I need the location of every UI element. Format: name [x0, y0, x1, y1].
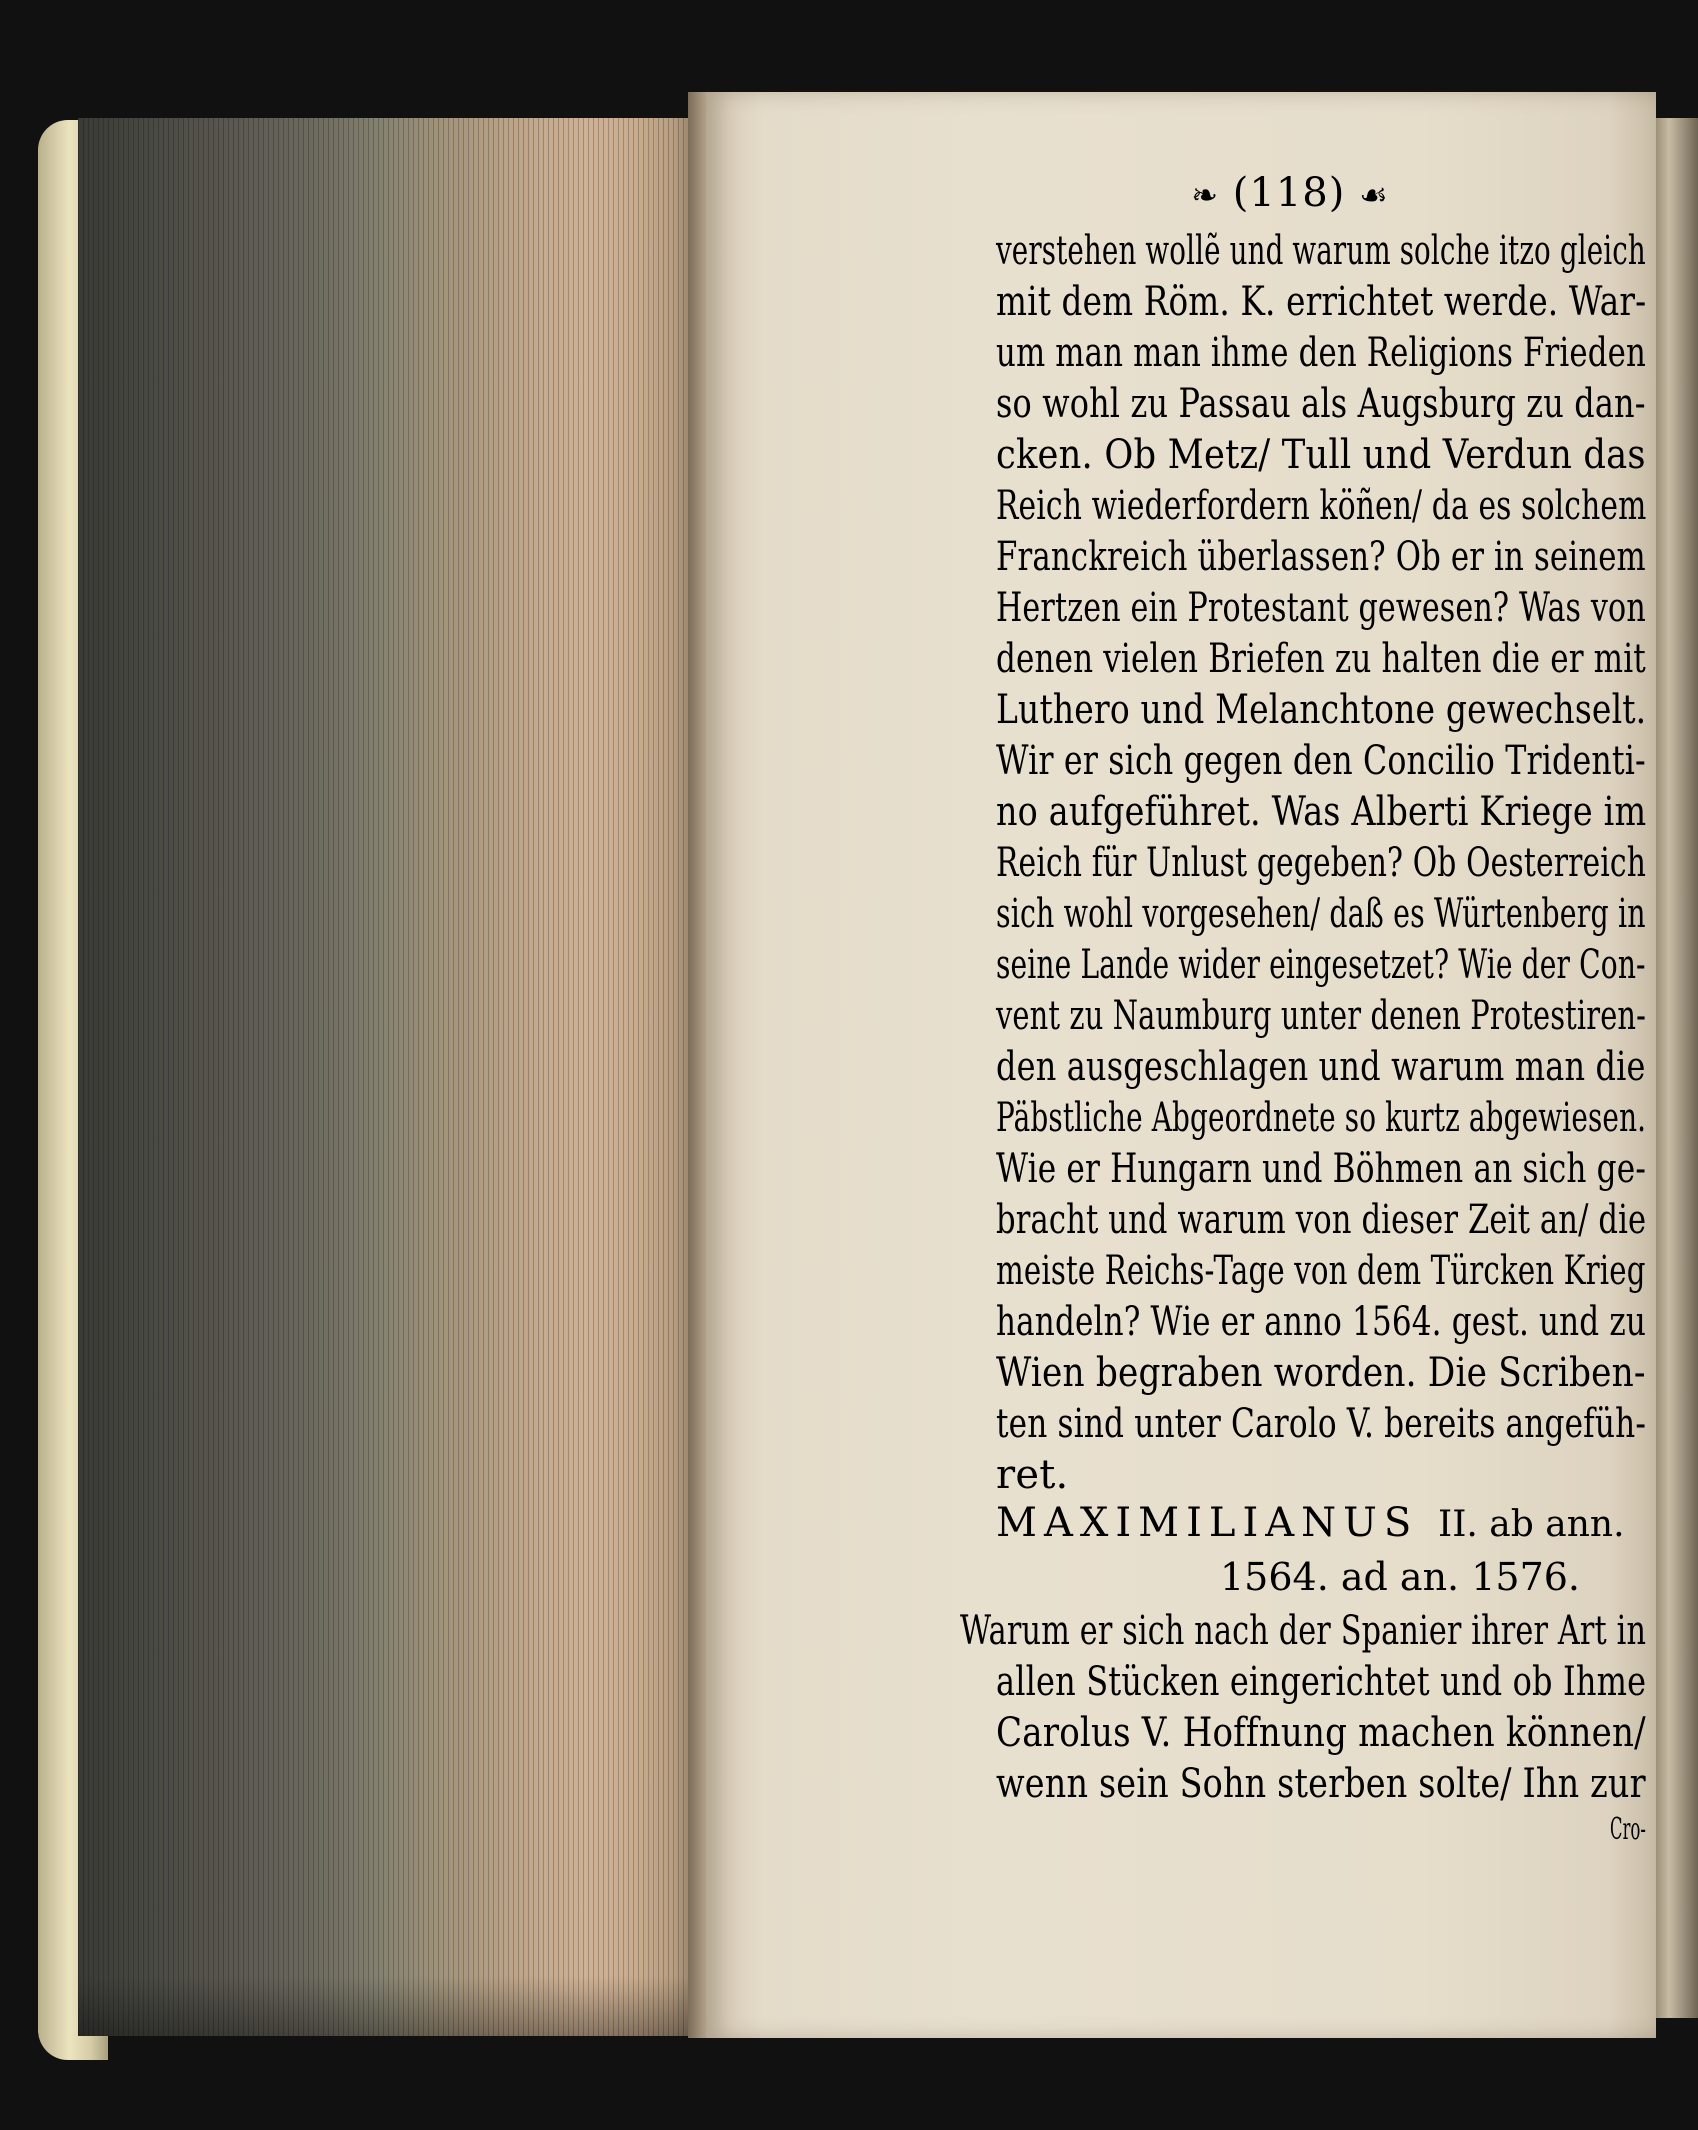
- text-line: Franckreich überlassen? Ob er in seinem: [996, 534, 1646, 580]
- text-line: Wir er sich gegen den Concilio Tridenti-: [996, 738, 1646, 784]
- text-line: ten sind unter Carolo V. bereits angefüh-: [996, 1401, 1647, 1447]
- left-ornament: ❧: [1191, 176, 1220, 214]
- text-line: no aufgeführet. Was Alberti Kriege im: [996, 789, 1647, 835]
- section-subheading: 1564. ad an. 1576.: [1220, 1555, 1580, 1599]
- text-line: seine Lande wider eingesetzet? Wie der Con-: [996, 942, 1646, 988]
- section-heading: [996, 1500, 1625, 1546]
- text-line: ret.: [996, 1452, 1069, 1498]
- text-line: denen vielen Briefen zu halten die er mit: [996, 636, 1646, 682]
- page-number: (118): [1232, 170, 1346, 216]
- text-line: Wien begraben worden. Die Scriben-: [996, 1350, 1646, 1396]
- text-line: allen Stücken eingerichtet und ob Ihme: [996, 1659, 1647, 1705]
- text-line: Warum er sich nach der Spanier ihrer Art in: [960, 1608, 1647, 1654]
- text-line: bracht und warum von dieser Zeit an/ die: [996, 1197, 1647, 1243]
- text-line: um man man ihme den Religions Frieden: [996, 330, 1647, 376]
- text-line: Carolus V. Hoffnung machen können/: [996, 1710, 1646, 1756]
- catchword: Cro-: [1610, 1812, 1646, 1847]
- text-line: verstehen wollẽ und warum solche itzo gleich: [996, 228, 1646, 274]
- text-line: Luthero und Melanchtone gewechselt.: [996, 687, 1647, 733]
- text-line: cken. Ob Metz/ Tull und Verdun das: [996, 432, 1646, 478]
- facing-page-edge: [1650, 118, 1698, 2018]
- text-line: Päbstliche Abgeordnete so kurtz abgewiesen.: [996, 1095, 1647, 1141]
- right-ornament: ☙: [1359, 176, 1389, 214]
- text-line: handeln? Wie er anno 1564. gest. und zu: [996, 1299, 1647, 1345]
- heading-name: MAXIMILIANUS: [996, 1500, 1419, 1546]
- text-line: meiste Reichs-Tage von dem Türcken Krieg: [996, 1248, 1646, 1294]
- text-line: wenn sein Sohn sterben solte/ Ihn zur: [996, 1761, 1646, 1807]
- text-line: so wohl zu Passau als Augsburg zu dan-: [996, 381, 1646, 427]
- text-line: Reich wiederfordern köñen/ da es solchem: [996, 483, 1647, 529]
- text-line: mit dem Röm. K. errichtet werde. War-: [996, 279, 1647, 325]
- text-line: Reich für Unlust gegeben? Ob Oesterreich: [996, 840, 1647, 886]
- text-line: Hertzen ein Protestant gewesen? Was von: [996, 585, 1646, 631]
- heading-tail: II. ab ann.: [1437, 1504, 1625, 1545]
- text-line: Wie er Hungarn und Böhmen an sich ge-: [996, 1146, 1647, 1192]
- page-header: [1191, 170, 1389, 216]
- text-line: sich wohl vorgesehen/ daß es Würtenberg in: [996, 891, 1646, 937]
- text-line: den ausgeschlagen und warum man die: [996, 1044, 1646, 1090]
- page-stack-edges: [78, 118, 698, 2036]
- text-line: vent zu Naumburg unter denen Protestiren-: [996, 993, 1647, 1039]
